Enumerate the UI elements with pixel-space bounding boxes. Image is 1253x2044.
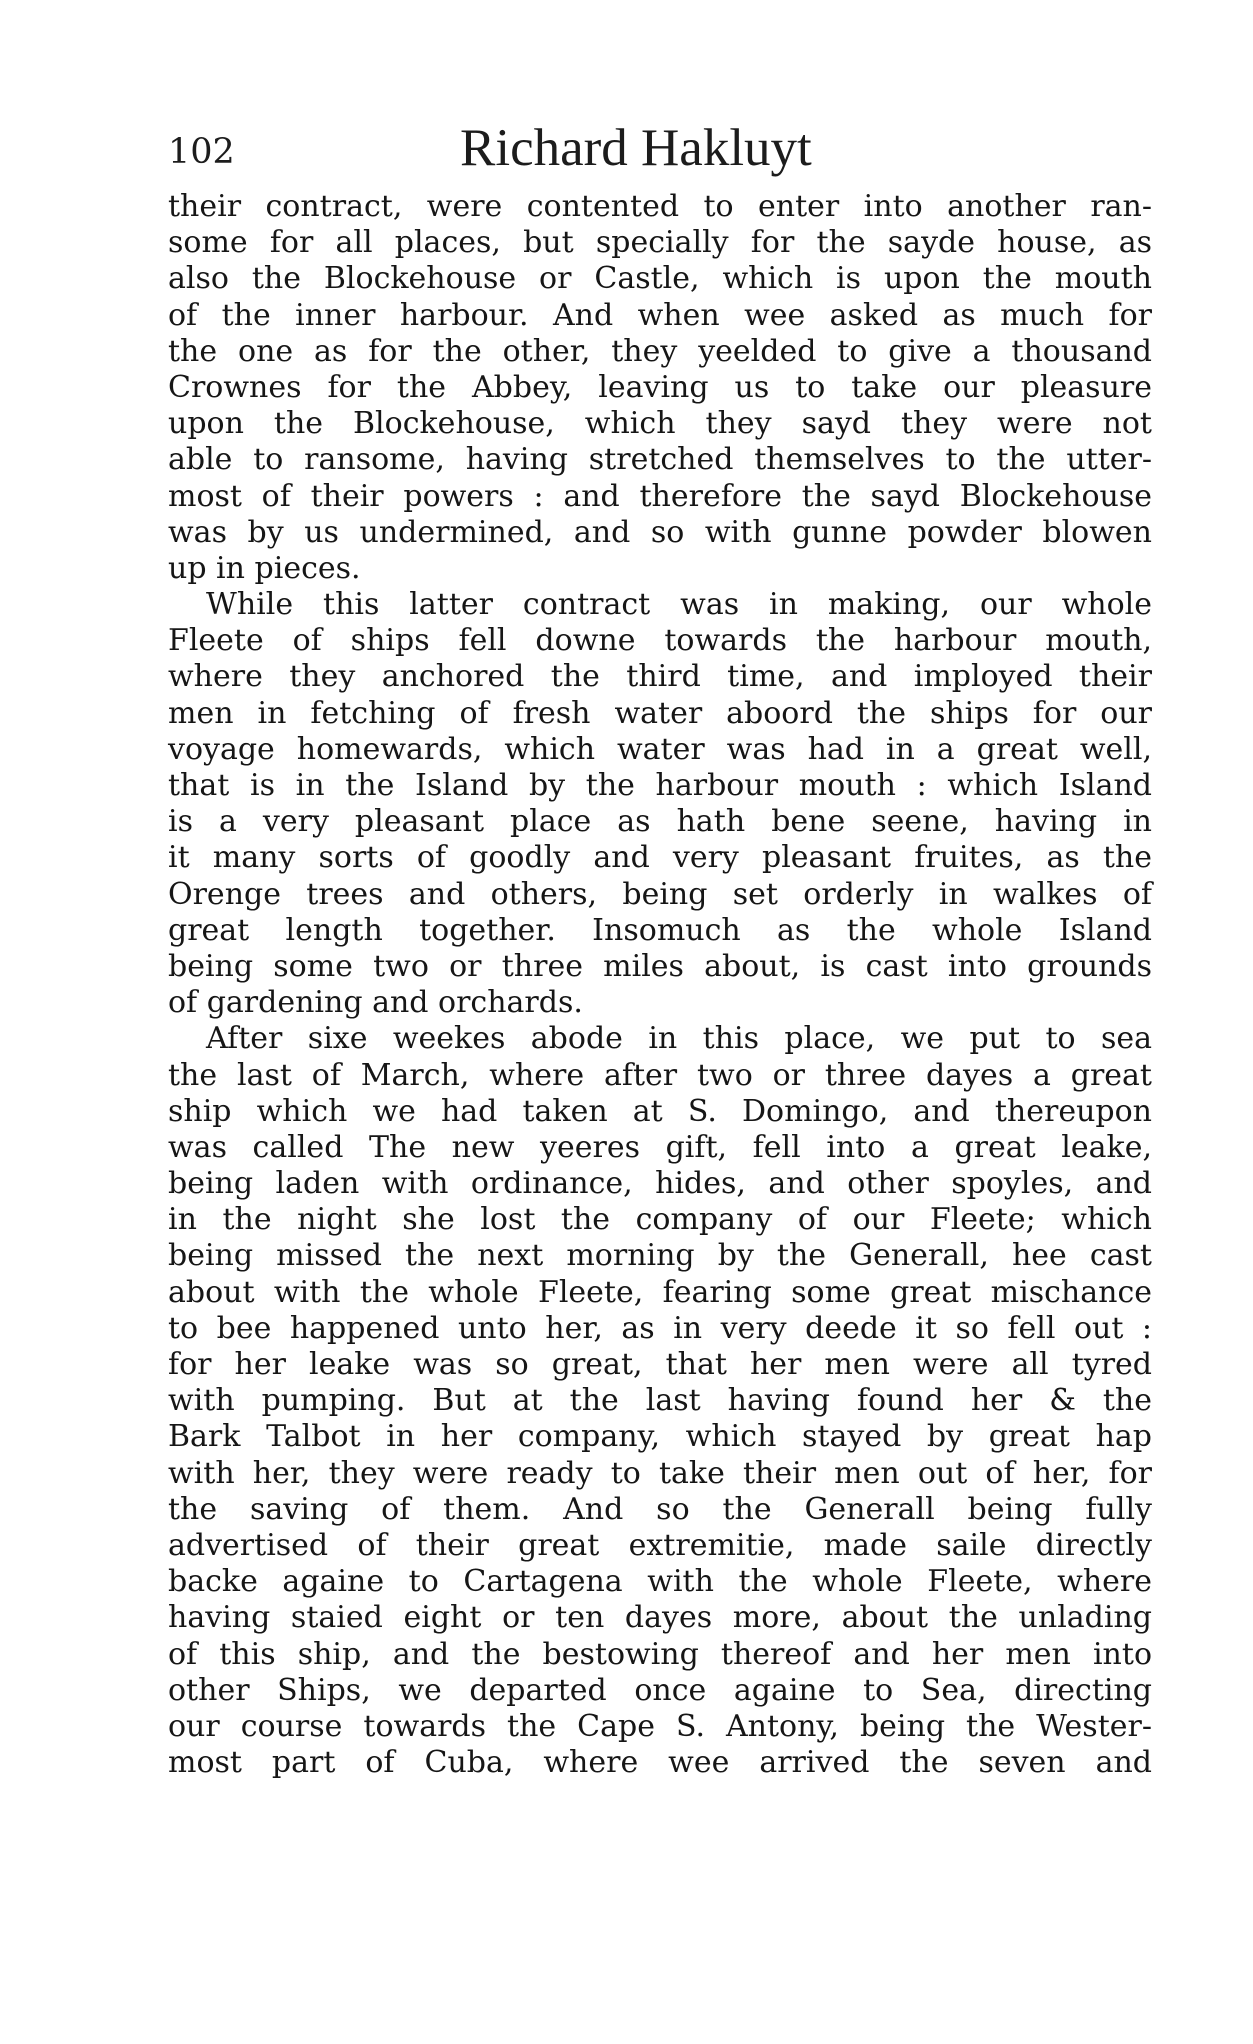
text-line: backe againe to Cartagena with the whole Fleete, where — [168, 1564, 1152, 1600]
text-line: some for all places, but specially for the sayde house, as — [168, 225, 1152, 261]
text-line: voyage homewards, which water was had in a great well, — [168, 731, 1152, 767]
text-line: Orenge trees and others, being set orderly in walkes of — [168, 876, 1152, 912]
text-line: of the inner harbour. And when wee asked as much for — [168, 297, 1152, 333]
text-line: ship which we had taken at S. Domingo, and thereupon — [168, 1093, 1152, 1129]
text-line: Crownes for the Abbey, leaving us to take our pleasure — [168, 369, 1152, 405]
text-line: most of their powers : and therefore the sayd Blockehouse — [168, 478, 1152, 514]
text-line: about with the whole Fleete, fearing some great mischance — [168, 1274, 1152, 1310]
text-line: was by us undermined, and so with gunne powder blowen — [168, 514, 1152, 550]
text-line: While this latter contract was in making, our whole — [206, 587, 1152, 623]
body-text — [168, 189, 1152, 1781]
text-line: our course towards the Cape S. Antony, being the Wester- — [168, 1708, 1152, 1744]
text-line: in the night she lost the company of our Fleete; which — [168, 1202, 1152, 1238]
text-line: other Ships, we departed once againe to Sea, directing — [168, 1672, 1152, 1708]
text-line: their contract, were contented to enter into another ran- — [168, 189, 1152, 224]
text-line: advertised of their great extremitie, made saile directly — [168, 1527, 1152, 1563]
text-line: the one as for the other, they yeelded to give a thousand — [168, 333, 1152, 369]
text-line: Fleete of ships fell downe towards the harbour mouth, — [168, 623, 1152, 659]
text-line: it many sorts of goodly and very pleasant fruites, as the — [168, 840, 1152, 876]
text-line: being some two or three miles about, is cast into grounds — [168, 948, 1152, 984]
text-line: After sixe weekes abode in this place, we put to sea — [206, 1021, 1152, 1057]
text-line: up in pieces. — [168, 550, 361, 586]
text-line: is a very pleasant place as hath bene seene, having in — [168, 804, 1152, 840]
text-line: being laden with ordinance, hides, and other spoyles, and — [168, 1166, 1152, 1202]
text-line: the saving of them. And so the Generall being fully — [168, 1491, 1152, 1527]
text-line: able to ransome, having stretched themselves to the utter- — [168, 442, 1152, 478]
text-line: Bark Talbot in her company, which stayed by great hap — [168, 1419, 1152, 1455]
text-line: that is in the Island by the harbour mouth : which Island — [168, 768, 1152, 803]
text-line: men in fetching of fresh water aboord the ships for our — [168, 695, 1152, 731]
text-line: of gardening and orchards. — [168, 985, 583, 1021]
text-line: for her leake was so great, that her men were all tyred — [168, 1347, 1152, 1382]
text-line: being missed the next morning by the Generall, hee cast — [168, 1238, 1152, 1274]
text-line: having staied eight or ten dayes more, about the unlading — [168, 1600, 1152, 1636]
text-line: most part of Cuba, where wee arrived the seven and — [168, 1745, 1152, 1781]
text-line: was called The new yeeres gift, fell into a great leake, — [168, 1129, 1152, 1165]
running-title: Richard Hakluyt — [460, 119, 812, 177]
page-number: 102 — [168, 132, 235, 172]
text-line: the last of March, where after two or three dayes a great — [168, 1057, 1152, 1093]
text-line: also the Blockehouse or Castle, which is upon the mouth — [168, 261, 1152, 297]
text-line: of this ship, and the bestowing thereof and her men into — [168, 1636, 1152, 1672]
text-line: upon the Blockehouse, which they sayd they were not — [168, 406, 1152, 442]
text-line: where they anchored the third time, and imployed their — [168, 659, 1152, 695]
running-head — [168, 118, 1152, 188]
text-line: with her, they were ready to take their men out of her, for — [168, 1455, 1152, 1491]
text-line: to bee happened unto her, as in very deede it so fell out : — [168, 1310, 1152, 1346]
text-line: with pumping. But at the last having found her & the — [168, 1383, 1152, 1419]
text-line: great length together. Insomuch as the whole Island — [168, 912, 1152, 948]
